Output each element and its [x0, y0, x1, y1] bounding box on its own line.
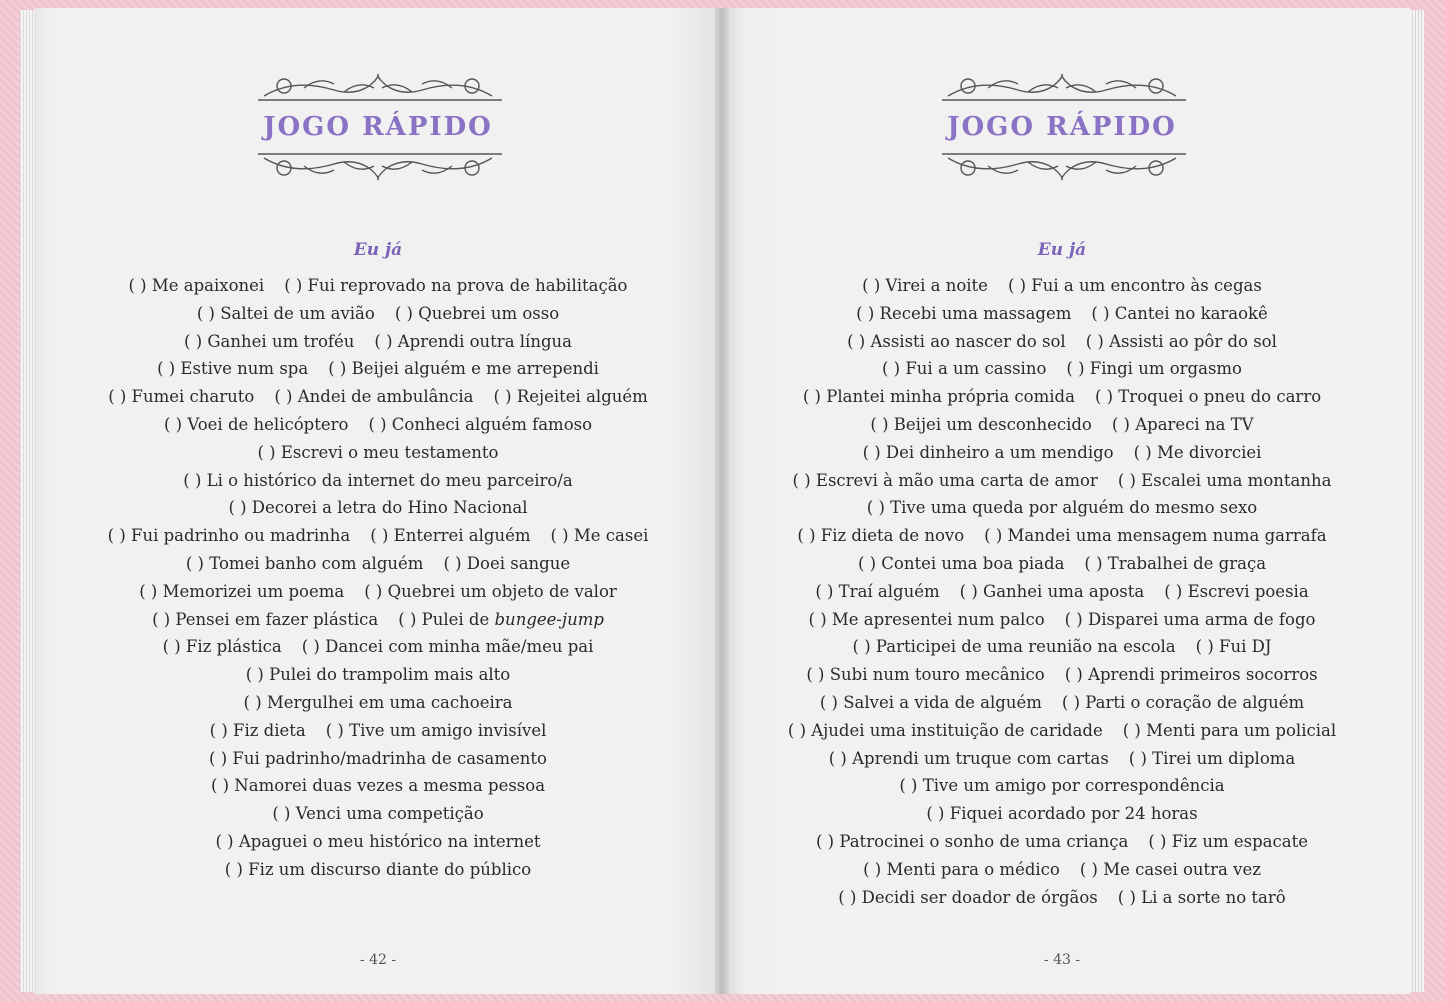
checklist-item[interactable]: ( ) Fiz dieta	[209, 720, 306, 740]
checklist-item[interactable]: ( ) Fumei charuto	[108, 387, 255, 407]
checklist-row	[34, 272, 722, 300]
checklist-row	[34, 550, 722, 578]
checklist-row	[722, 606, 1406, 634]
checklist-item[interactable]: ( ) Dei dinheiro a um mendigo	[862, 442, 1114, 462]
checklist-row	[722, 856, 1406, 884]
checklist-item[interactable]: ( ) Me casei outra vez	[1079, 859, 1261, 879]
checklist-row	[722, 772, 1406, 800]
checklist-item[interactable]: ( ) Ganhei um troféu	[184, 331, 355, 351]
checklist	[722, 272, 1406, 911]
checklist-item[interactable]: ( ) Fiz dieta de novo	[797, 526, 965, 546]
checklist-item[interactable]: ( ) Venci uma competição	[272, 804, 484, 824]
checklist-item[interactable]: ( ) Rejeitei alguém	[493, 387, 648, 407]
checklist-item[interactable]: ( ) Pensei em fazer plástica	[152, 609, 379, 629]
checklist-item[interactable]: ( ) Beijei alguém e me arrependi	[328, 359, 599, 379]
checklist-item[interactable]: ( ) Virei a noite	[862, 276, 988, 295]
checklist-row	[722, 550, 1406, 578]
checklist-item[interactable]: ( ) Me divorciei	[1133, 442, 1262, 462]
right-page	[722, 8, 1410, 994]
checklist-row	[722, 522, 1406, 550]
checklist-item[interactable]: ( ) Parti o coração de alguém	[1061, 692, 1305, 712]
checklist-item[interactable]: ( ) Escrevi à mão uma carta de amor	[792, 470, 1098, 490]
page-number: - 42 -	[359, 952, 397, 968]
checklist-row	[722, 328, 1406, 356]
checklist-row	[34, 689, 722, 717]
checklist-item[interactable]: ( ) Li o histórico da internet do meu parceiro/a	[183, 470, 573, 490]
checklist-item[interactable]: ( ) Escrevi o meu testamento	[257, 442, 499, 462]
checklist-row	[34, 355, 722, 383]
checklist-row	[722, 717, 1406, 745]
left-page	[34, 8, 723, 994]
checklist-item[interactable]: ( ) Fui a um encontro às cegas	[1007, 276, 1262, 295]
checklist-row	[34, 856, 722, 884]
checklist	[34, 272, 722, 884]
checklist-item[interactable]: ( ) Andei de ambulância	[274, 387, 474, 407]
checklist-item[interactable]: ( ) Assisti ao pôr do sol	[1085, 331, 1277, 351]
checklist-item[interactable]: ( ) Pulei de bungee-jump	[398, 609, 604, 629]
checklist-row	[722, 355, 1406, 383]
checklist-item[interactable]: ( ) Fui DJ	[1195, 637, 1272, 657]
checklist-item[interactable]: ( ) Dancei com minha mãe/meu pai	[301, 637, 594, 657]
checklist-item[interactable]: ( ) Fiz um discurso diante do público	[224, 859, 532, 879]
page-edges-right	[1410, 10, 1424, 992]
checklist-row	[722, 633, 1406, 661]
section-subtitle: Eu já	[1037, 240, 1087, 260]
checklist-row	[34, 828, 722, 856]
checklist-item[interactable]: ( ) Disparei uma arma de fogo	[1064, 609, 1316, 629]
checklist-row	[722, 578, 1406, 606]
checklist-row	[34, 633, 722, 661]
checklist-row	[722, 300, 1406, 328]
checklist-row	[722, 467, 1406, 495]
checklist-item[interactable]: ( ) Menti para o médico	[863, 859, 1060, 879]
checklist-item[interactable]: ( ) Enterrei alguém	[370, 526, 531, 546]
checklist-row	[34, 772, 722, 800]
page-number: - 43 -	[1043, 952, 1081, 968]
checklist-row	[722, 884, 1406, 912]
checklist-item[interactable]: ( ) Decidi ser doador de órgãos	[838, 887, 1098, 907]
checklist-item[interactable]: ( ) Saltei de um avião	[196, 303, 375, 323]
checklist-item[interactable]: ( ) Menti para um policial	[1122, 720, 1337, 740]
book-gutter	[715, 8, 729, 994]
checklist-item[interactable]: ( ) Tive um amigo invisível	[325, 720, 547, 740]
checklist-item[interactable]: ( ) Participei de uma reunião na escola	[852, 637, 1176, 657]
checklist-item[interactable]: ( ) Tirei um diploma	[1128, 748, 1296, 768]
checklist-item[interactable]: ( ) Quebrei um osso	[394, 303, 560, 323]
checklist-item[interactable]: ( ) Subi num touro mecânico	[806, 665, 1045, 685]
checklist-item[interactable]: ( ) Fingi um orgasmo	[1066, 359, 1242, 379]
checklist-item[interactable]: ( ) Tive um amigo por correspondência	[899, 776, 1225, 796]
section-subtitle: Eu já	[353, 240, 403, 260]
checklist-item[interactable]: ( ) Me apaixonei	[128, 276, 265, 295]
checklist-item[interactable]: ( ) Me casei	[550, 526, 649, 546]
checklist-item[interactable]: ( ) Apareci na TV	[1111, 414, 1254, 434]
checklist-row	[34, 717, 722, 745]
checklist-row	[34, 606, 722, 634]
checklist-item[interactable]: ( ) Tomei banho com alguém	[185, 553, 424, 573]
checklist-item[interactable]: ( ) Estive num spa	[157, 359, 309, 379]
checklist-item[interactable]: ( ) Cantei no karaokê	[1091, 303, 1268, 323]
checklist-item[interactable]: ( ) Fui padrinho/madrinha de casamento	[209, 748, 547, 768]
checklist-item[interactable]: ( ) Fiquei acordado por 24 horas	[926, 804, 1198, 824]
checklist-item[interactable]: ( ) Pulei do trampolim mais alto	[245, 665, 511, 685]
checklist-row	[34, 300, 722, 328]
checklist-item[interactable]: ( ) Contei uma boa piada	[857, 553, 1065, 573]
checklist-row	[722, 439, 1406, 467]
checklist-item[interactable]: ( ) Patrocinei o sonho de uma criança	[816, 831, 1129, 851]
checklist-item[interactable]: ( ) Fui padrinho ou madrinha	[107, 526, 351, 546]
checklist-item[interactable]: ( ) Decorei a letra do Hino Nacional	[228, 498, 528, 518]
checklist-item[interactable]: ( ) Traí alguém	[815, 581, 940, 601]
checklist-item[interactable]: ( ) Escalei uma montanha	[1117, 470, 1332, 490]
checklist-item[interactable]: ( ) Tive uma queda por alguém do mesmo sexo	[866, 498, 1258, 518]
checklist-row	[722, 494, 1406, 522]
checklist-item[interactable]: ( ) Fui reprovado na prova de habilitação	[284, 276, 628, 295]
checklist-row	[34, 661, 722, 689]
checklist-item[interactable]: ( ) Troquei o pneu do carro	[1094, 387, 1322, 407]
checklist-item[interactable]: ( ) Plantei minha própria comida	[802, 387, 1075, 407]
checklist-item[interactable]: ( ) Memorizei um poema	[139, 581, 345, 601]
checklist-row	[722, 383, 1406, 411]
checklist-row	[34, 328, 722, 356]
checklist-row	[34, 383, 722, 411]
checklist-item[interactable]: ( ) Aprendi primeiros socorros	[1064, 665, 1318, 685]
checklist-item[interactable]: ( ) Ajudei uma instituição de caridade	[787, 720, 1103, 740]
checklist-item[interactable]: ( ) Apaguei o meu histórico na internet	[215, 831, 541, 851]
page-title: JOGO RÁPIDO	[947, 112, 1177, 142]
checklist-item[interactable]: ( ) Me apresentei num palco	[808, 609, 1045, 629]
checklist-row	[34, 800, 722, 828]
checklist-item[interactable]: ( ) Doei sangue	[443, 553, 571, 573]
checklist-item[interactable]: ( ) Aprendi outra língua	[374, 331, 572, 351]
checklist-item[interactable]: ( ) Salvei a vida de alguém	[819, 692, 1042, 712]
checklist-row	[722, 661, 1406, 689]
checklist-row	[34, 467, 722, 495]
checklist-item[interactable]: ( ) Escrevi poesia	[1164, 581, 1309, 601]
checklist-item[interactable]: ( ) Conheci alguém famoso	[368, 414, 593, 434]
checklist-row	[722, 828, 1406, 856]
checklist-item[interactable]: ( ) Voei de helicóptero	[163, 414, 349, 434]
checklist-row	[722, 800, 1406, 828]
checklist-row	[34, 439, 722, 467]
page-title: JOGO RÁPIDO	[263, 112, 493, 142]
checklist-item[interactable]: ( ) Mergulhei em uma cachoeira	[243, 692, 513, 712]
checklist-row	[722, 411, 1406, 439]
checklist-item[interactable]: ( ) Trabalhei de graça	[1084, 553, 1267, 573]
checklist-item[interactable]: ( ) Fiz plástica	[162, 637, 282, 657]
checklist-row	[722, 689, 1406, 717]
checklist-item[interactable]: ( ) Li a sorte no tarô	[1117, 887, 1286, 907]
checklist-row	[722, 272, 1406, 300]
checklist-row	[34, 494, 722, 522]
page-edges-left	[20, 10, 34, 992]
checklist-item[interactable]: ( ) Fui a um cassino	[881, 359, 1047, 379]
checklist-row	[34, 745, 722, 773]
checklist-item[interactable]: ( ) Recebi uma massagem	[856, 303, 1072, 323]
checklist-item[interactable]: ( ) Assisti ao nascer do sol	[847, 331, 1066, 351]
checklist-item[interactable]: ( ) Beijei um desconhecido	[870, 414, 1092, 434]
checklist-item[interactable]: ( ) Ganhei uma aposta	[959, 581, 1145, 601]
checklist-item[interactable]: ( ) Mandei uma mensagem numa garrafa	[984, 526, 1327, 546]
checklist-row	[34, 411, 722, 439]
checklist-row	[722, 745, 1406, 773]
checklist-row	[34, 578, 722, 606]
checklist-item[interactable]: ( ) Fiz um espacate	[1148, 831, 1308, 851]
checklist-item[interactable]: ( ) Quebrei um objeto de valor	[364, 581, 617, 601]
checklist-item[interactable]: ( ) Aprendi um truque com cartas	[828, 748, 1109, 768]
checklist-item[interactable]: ( ) Namorei duas vezes a mesma pessoa	[210, 776, 546, 796]
checklist-row	[34, 522, 722, 550]
